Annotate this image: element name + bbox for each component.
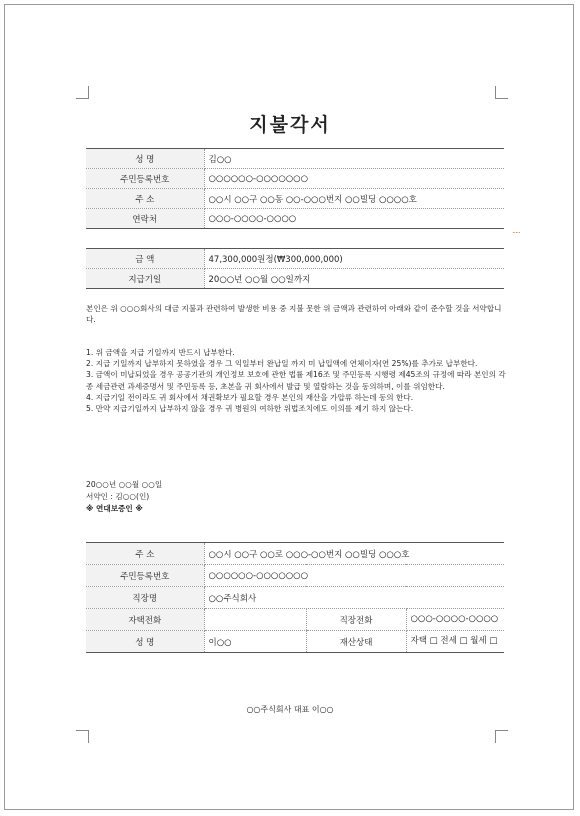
deadline-value[interactable]: 20○○년 ○○월 ○○일까지	[204, 269, 504, 289]
table-row	[86, 565, 504, 587]
table-row	[86, 609, 504, 631]
clause-1: 1. 위 금액을 지급 기일까지 반드시 납부한다.	[86, 348, 235, 357]
table-row	[86, 587, 504, 609]
debtor-info-table	[86, 148, 504, 229]
contact-label: 연락처	[86, 209, 204, 229]
table-row	[86, 543, 504, 565]
clause-2: 2. 지급 기일까지 납부하지 못하였을 경우 그 익일부터 완납일 까지 미 납입액에 연체이자(연 25%)를 추가로 납부한다.	[86, 359, 478, 369]
guarantor-address-value[interactable]: ○○시 ○○구 ○○로 ○○○-○○번지 ○○빌딩 ○○○호	[204, 543, 504, 565]
guarantor-info-table	[86, 542, 504, 653]
intro-paragraph: 본인은 위 ○○○회사의 대금 지불과 관련하여 발생한 비용 중 지불 못한 위 금액과 관련하여 아래와 같이 준수할 것을 서약합니다.	[86, 304, 502, 325]
guarantor-workplace-label: 직장명	[86, 587, 204, 609]
document-title: 지불각서	[249, 114, 331, 136]
rrn-label: 주민등록번호	[86, 169, 204, 189]
table-row	[86, 269, 504, 289]
company-representative: ○○주식회사 대표 이○○	[246, 705, 334, 714]
property-status-value[interactable]: 자택 □ 전세 □ 월세 □	[406, 631, 504, 653]
work-phone-label: 직장전화	[306, 609, 406, 631]
contact-value[interactable]: ○○○-○○○○-○○○○	[204, 209, 504, 229]
table-row	[86, 189, 504, 209]
guarantor-address-label: 주 소	[86, 543, 204, 565]
home-phone-value[interactable]	[204, 609, 306, 631]
crop-mark-bottom-right	[495, 730, 508, 743]
table-row	[86, 149, 504, 169]
amount-value[interactable]: 47,300,000원정(₩300,000,000)	[204, 249, 504, 269]
work-phone-value[interactable]: ○○○-○○○○-○○○○	[406, 609, 504, 631]
table-row	[86, 169, 504, 189]
deadline-label: 지급기일	[86, 269, 204, 289]
guarantor-rrn-value[interactable]: ○○○○○○-○○○○○○○	[204, 565, 504, 587]
guarantor-rrn-label: 주민등록번호	[86, 565, 204, 587]
crop-mark-top-right	[495, 86, 508, 99]
payment-info-table	[86, 248, 504, 289]
joint-guarantor-heading: ※ 연대보증인 ※	[86, 504, 143, 513]
signer-line[interactable]: 서약인 : 김○○(인)	[86, 492, 150, 501]
pledge-clauses	[86, 347, 506, 414]
name-label: 성 명	[86, 149, 204, 169]
guarantor-name-label: 성 명	[86, 631, 204, 653]
clause-5: 5. 만약 지급기일까지 납부하지 않을 경우 귀 병원의 여하한 위법조치에도 이의를 제기 하지 않는다.	[86, 404, 414, 414]
text-cursor-marker: .....	[512, 226, 520, 235]
crop-mark-bottom-left	[76, 730, 89, 743]
guarantor-name-value[interactable]: 이○○	[204, 631, 306, 653]
address-label: 주 소	[86, 189, 204, 209]
table-row	[86, 249, 504, 269]
clause-3: 3. 금액이 미납되었을 경우 공공기관의 개인정보 보호에 관한 법률 제16조 및 주민등록 시행령 제45조의 규정에 따라 본인의 각종 세금관련 과세증명서 및 주민등록 등, 초본을 귀 회사에서 발급 및 열람하는 것을 동의하며, 이를 위임한다.	[86, 370, 506, 391]
table-row	[86, 209, 504, 229]
amount-label: 금 액	[86, 249, 204, 269]
clause-4: 4. 지급기일 전이라도 귀 회사에서 채권확보가 필요할 경우 본인의 재산을 가압류 하는데 동의 한다.	[86, 392, 414, 402]
address-value[interactable]: ○○시 ○○구 ○○동 ○○-○○○번지 ○○빌딩 ○○○○호	[204, 189, 504, 209]
rrn-value[interactable]: ○○○○○○-○○○○○○○	[204, 169, 504, 189]
pledge-date[interactable]: 20○○년 ○○월 ○○일	[86, 480, 163, 489]
crop-mark-top-left	[76, 86, 89, 99]
pledge-intro	[86, 303, 506, 325]
name-value[interactable]: 김○○	[204, 149, 504, 169]
table-row	[86, 631, 504, 653]
home-phone-label: 자택전화	[86, 609, 204, 631]
property-status-label: 재산상태	[306, 631, 406, 653]
guarantor-workplace-value[interactable]: ○○주식회사	[204, 587, 504, 609]
